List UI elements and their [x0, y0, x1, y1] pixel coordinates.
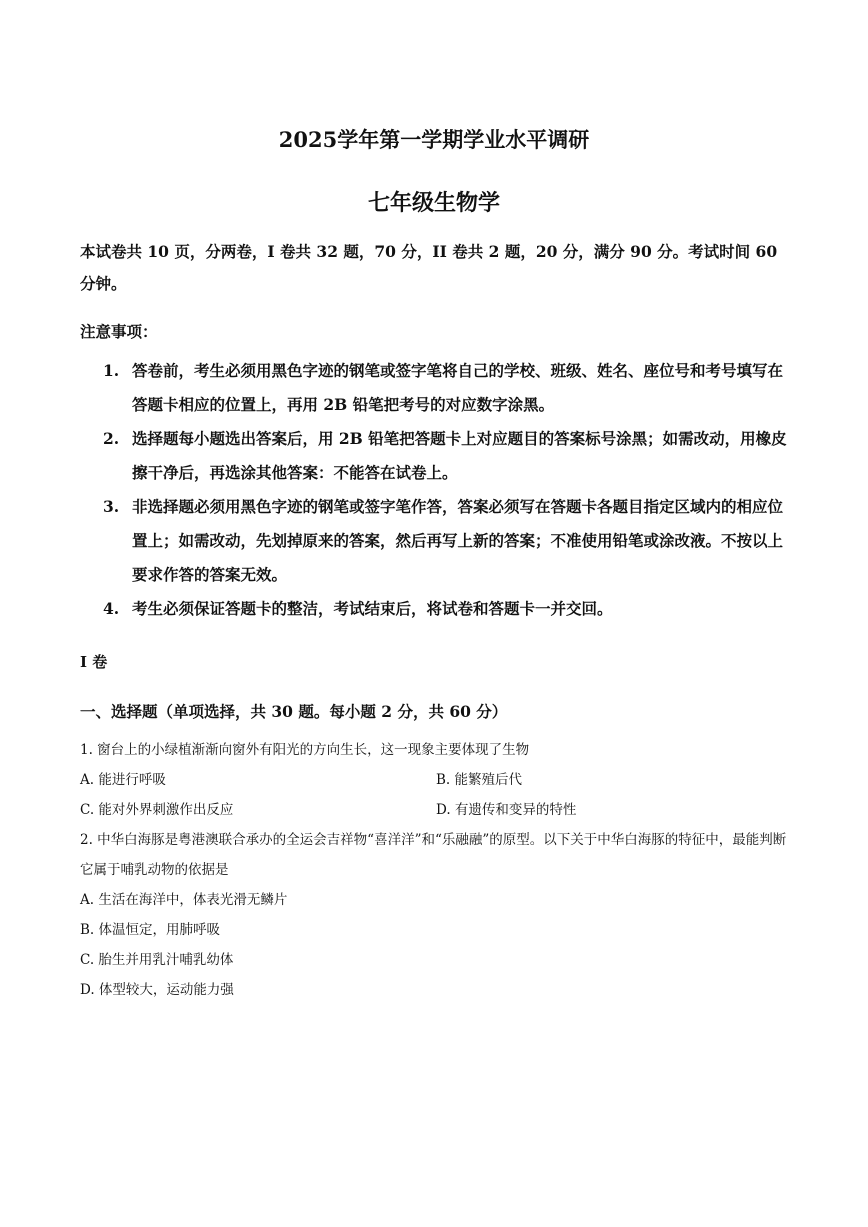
question-stem: 2. 中华白海豚是粤港澳联合承办的全运会吉祥物“喜洋洋”和“乐融融”的原型。以下关于中华白海豚的特征中，最能判断它属于哺乳动物的依据是 [80, 832, 787, 878]
notice-text: 非选择题必须用黑色字迹的钢笔或签字笔作答，答案必须写在答题卡各题目指定区域内的相应位置上；如需改动，先划掉原来的答案，然后再写上新的答案；不准使用铅笔或涂改液。不按以上要求作答的答案无效。 [132, 497, 784, 584]
option-d: D. 有遗传和变异的特性 [436, 802, 577, 818]
notice-list [103, 354, 793, 626]
notice-number: 4. [103, 599, 120, 618]
option-c: C. 能对外界刺激作出反应 [80, 802, 234, 818]
notice-text: 考生必须保证答题卡的整洁，考试结束后，将试卷和答题卡一并交回。 [132, 599, 613, 618]
question-list [80, 735, 792, 1005]
option-row [80, 765, 792, 795]
exam-title: 2025学年第一学期学业水平调研 [278, 127, 590, 152]
notice-item [103, 354, 793, 422]
option-c: C. 胎生并用乳汁哺乳幼体 [80, 952, 234, 968]
notice-text: 答卷前，考生必须用黑色字迹的钢笔或签字笔将自己的学校、班级、姓名、座位号和考号填写在答题卡相应的位置上，再用 2B 铅笔把考号的对应数字涂黑。 [132, 361, 784, 414]
exam-subject: 七年级生物学 [367, 190, 500, 216]
option-b: B. 能繁殖后代 [436, 772, 523, 788]
notice-number: 3. [103, 497, 120, 516]
option-a: A. 能进行呼吸 [80, 772, 166, 788]
notice-item [103, 490, 793, 592]
notice-title: 注意事项： [80, 322, 158, 341]
notice-text: 选择题每小题选出答案后，用 2B 铅笔把答题卡上对应题目的答案标号涂黑；如需改动，用橡皮擦干净后，再选涂其他答案：不能答在试卷上。 [132, 429, 787, 482]
question-stem: 1. 窗台上的小绿植渐渐向窗外有阳光的方向生长，这一现象主要体现了生物 [80, 742, 530, 758]
option-a: A. 生活在海洋中，体表光滑无鳞片 [80, 892, 288, 908]
exam-intro: 本试卷共 10 页，分两卷，I 卷共 32 题，70 分，II 卷共 2 题，20 分，满分 90 分。考试时间 60 分钟。 [80, 242, 778, 293]
option-d: D. 体型较大，运动能力强 [80, 982, 234, 998]
notice-number: 1. [103, 361, 120, 380]
section-label: I 卷 [80, 653, 108, 671]
option-row [80, 795, 792, 825]
notice-number: 2. [103, 429, 120, 448]
section-title: 一、选择题（单项选择，共 30 题。每小题 2 分，共 60 分） [80, 702, 508, 721]
notice-item [103, 422, 793, 490]
option-b: B. 体温恒定，用肺呼吸 [80, 922, 221, 938]
notice-item [103, 592, 793, 626]
